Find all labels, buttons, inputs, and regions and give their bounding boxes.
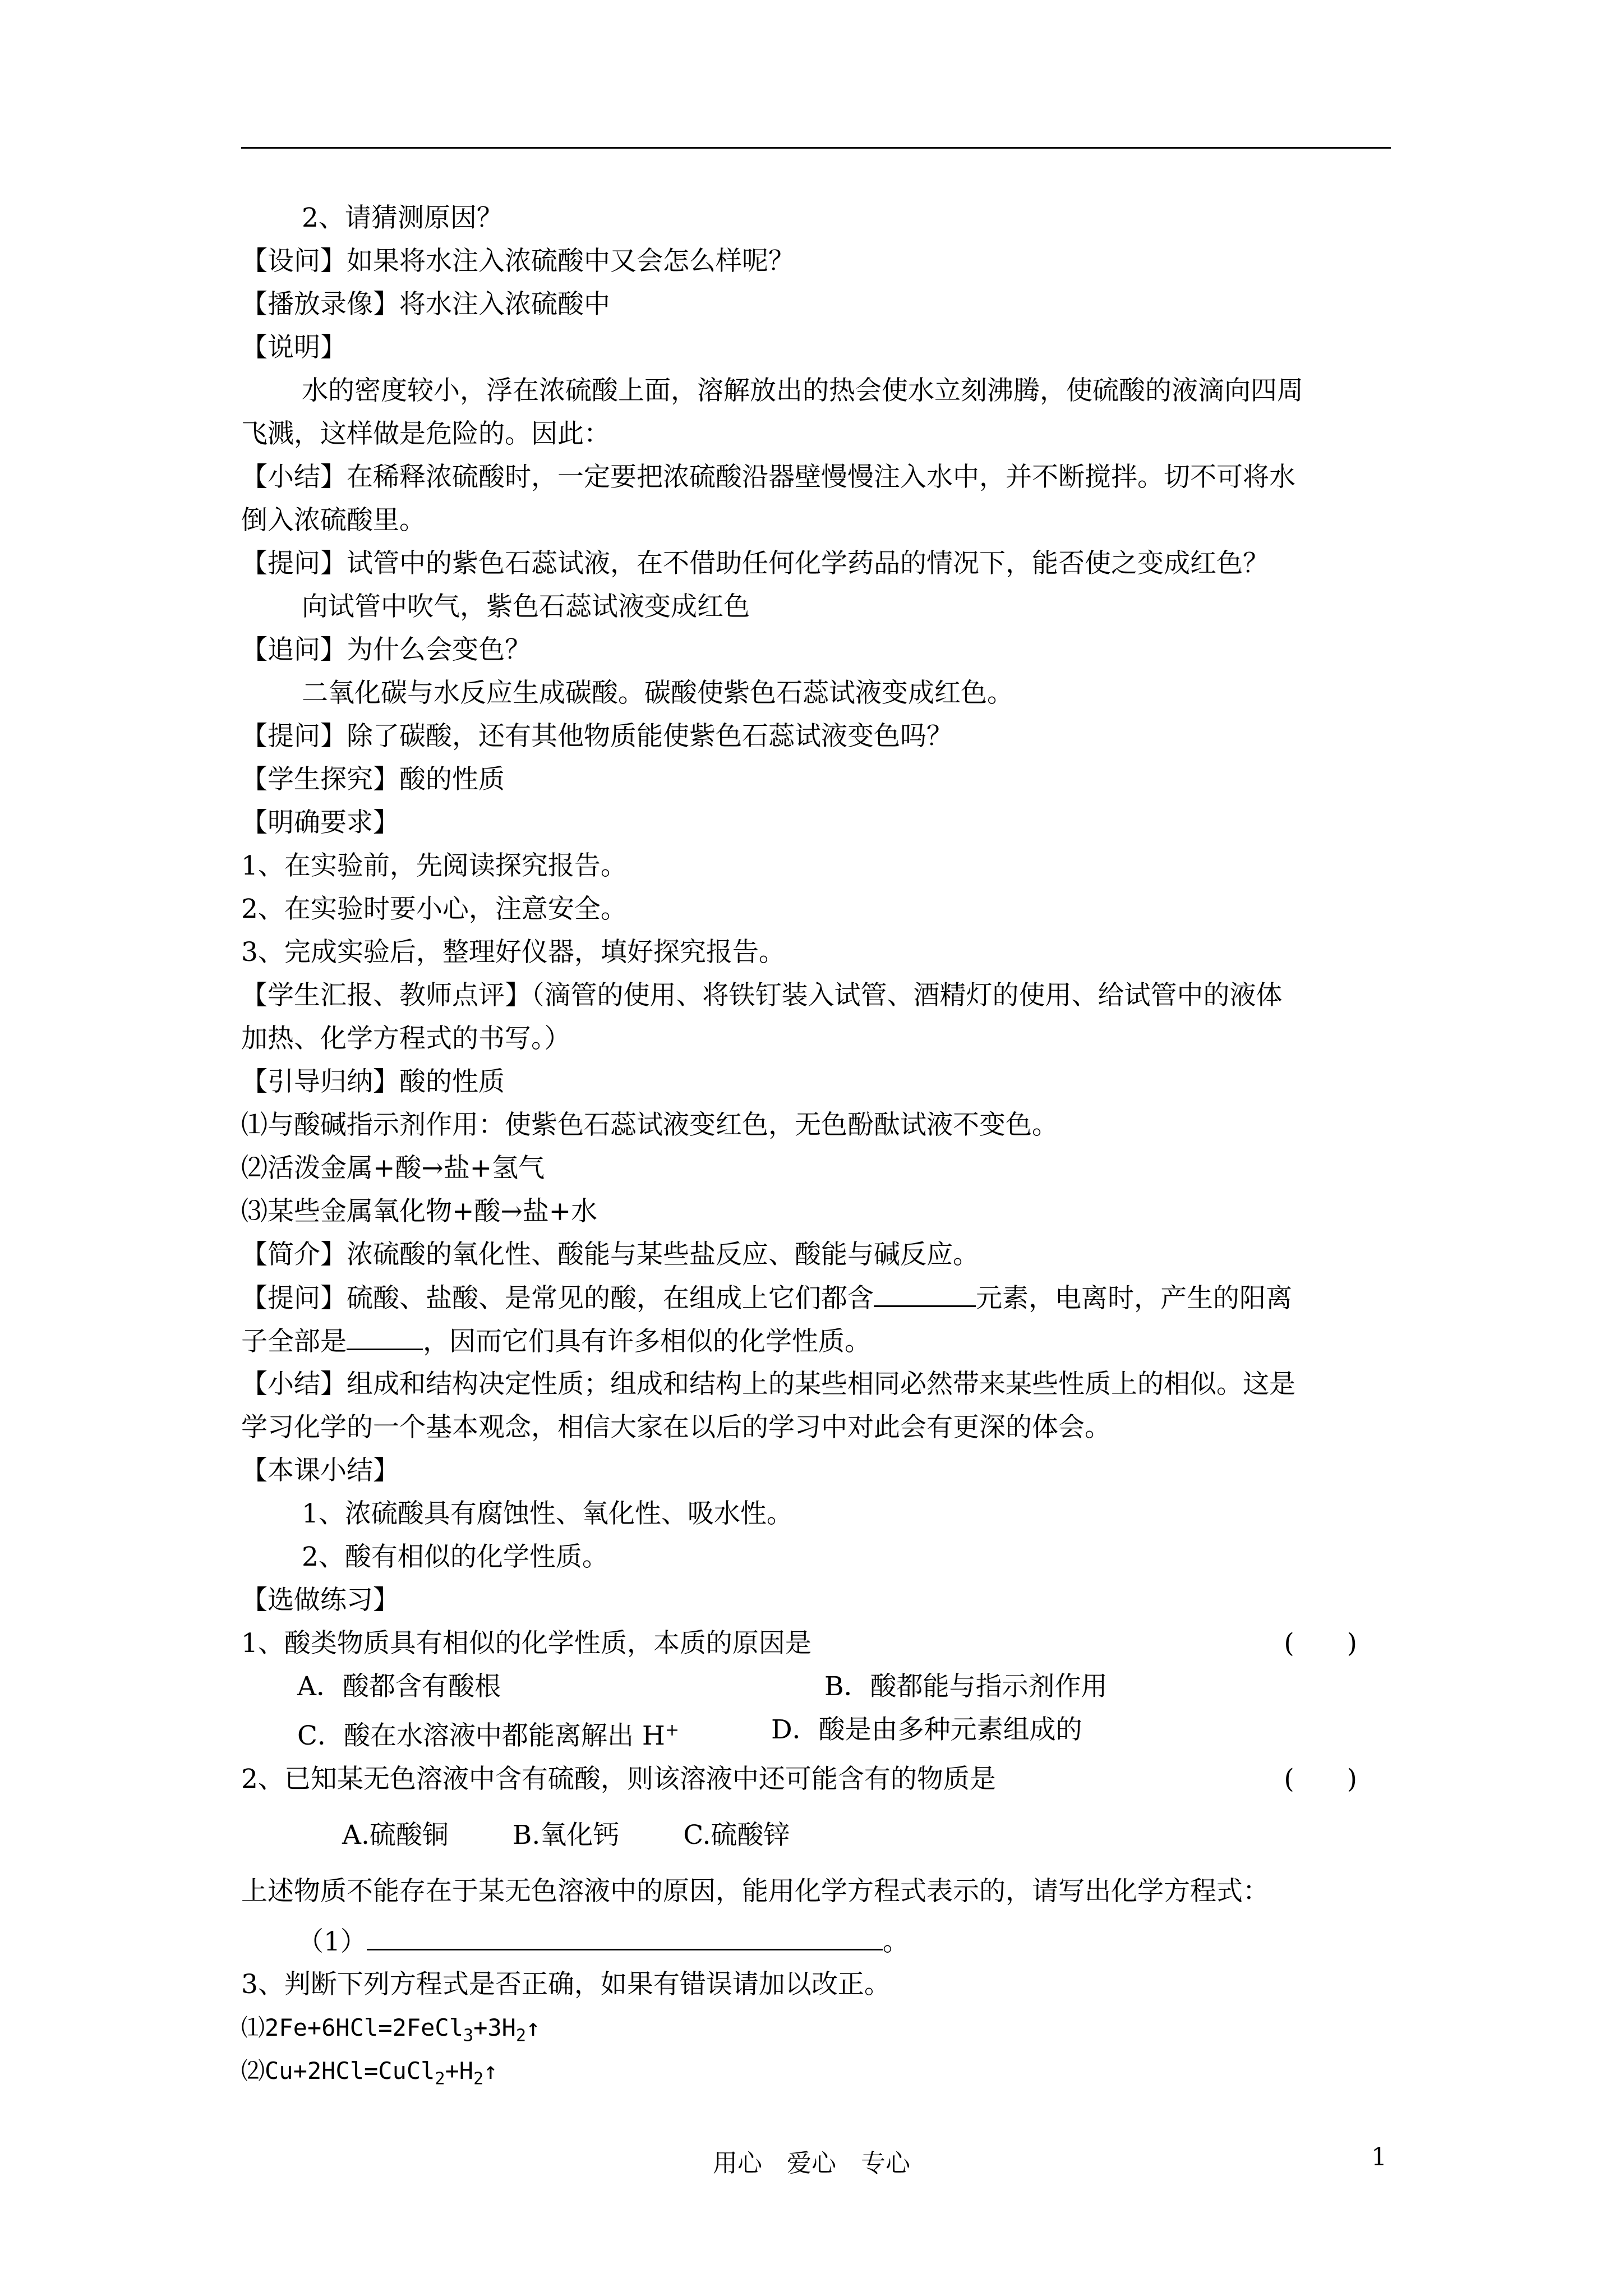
text-line: 【设问】如果将水注入浓硫酸中又会怎么样呢？	[241, 246, 795, 277]
text-line: 【学生探究】酸的性质	[241, 764, 505, 795]
text-line: 学习化学的一个基本观念，相信大家在以后的学习中对此会有更深的体会。	[241, 1412, 1111, 1443]
superscript: +	[665, 1720, 680, 1740]
text-line: 【本课小结】	[241, 1455, 399, 1486]
option-c[interactable]	[297, 1720, 679, 1751]
text-line: 【学生汇报、教师点评】（滴管的使用、将铁钉装入试管、酒精灯的使用、给试管中的液体	[241, 980, 1283, 1011]
header-rule	[241, 147, 1391, 149]
text-line: 上述物质不能存在于某无色溶液中的原因，能用化学方程式表示的，请写出化学方程式：	[241, 1876, 1269, 1907]
answer-paren: ( )	[1284, 1628, 1357, 1659]
text-line: 倒入浓硫酸里。	[241, 505, 426, 536]
text-line: 2、酸有相似的化学性质。	[302, 1542, 608, 1572]
question-2-stem	[241, 1751, 1391, 1807]
blank-end: 。	[882, 1926, 909, 1957]
equation-blank[interactable]	[367, 1920, 883, 1950]
fill-blank[interactable]	[874, 1276, 976, 1307]
gas-arrow: ↑	[483, 2057, 498, 2085]
fill-question-text: 子全部是	[241, 1326, 347, 1357]
question-3-stem: 3、判断下列方程式是否正确，如果有错误请加以改正。	[241, 1969, 891, 2000]
text-line: 【引导归纳】酸的性质	[241, 1066, 505, 1097]
text-line: 3、完成实验后，整理好仪器，填好探究报告。	[241, 937, 785, 968]
question-1-stem	[241, 1622, 1391, 1665]
text-line: 【提问】除了碳酸，还有其他物质能使紫色石蕊试液变色吗？	[241, 721, 953, 752]
option-b[interactable]: B．酸都能与指示剂作用	[824, 1671, 1108, 1702]
blank-label: （1）	[297, 1926, 367, 1957]
fill-question-text: ，因而它们具有许多相似的化学性质。	[423, 1326, 871, 1357]
answer-blank-line	[241, 1920, 1391, 1963]
text-line: ⑶某些金属氧化物+酸→盐+水	[241, 1196, 598, 1227]
equation-1	[241, 2006, 1391, 2049]
text-line: 【说明】	[241, 332, 347, 363]
text-line: 【小结】在稀释浓硫酸时，一定要把浓硫酸沿器壁慢慢注入水中，并不断搅拌。切不可将水	[241, 462, 1295, 493]
question-1-options-row	[241, 1708, 1391, 1751]
page-number: 1	[1371, 2143, 1387, 2171]
text-line: 【明确要求】	[241, 807, 399, 838]
option-b[interactable]: B.氧化钙	[512, 1820, 620, 1851]
text-line: 1、在实验前，先阅读探究报告。	[241, 850, 627, 881]
text-line: 【提问】试管中的紫色石蕊试液，在不借助任何化学药品的情况下，能否使之变成红色？	[241, 548, 1269, 579]
text-line: 水的密度较小，浮在浓硫酸上面，溶解放出的热会使水立刻沸腾，使硫酸的液滴向四周	[302, 375, 1303, 406]
text-line: 【播放录像】将水注入浓硫酸中	[241, 289, 610, 320]
answer-paren: ( )	[1284, 1764, 1357, 1795]
subscript: 2	[435, 2069, 445, 2089]
document-body	[241, 196, 1391, 2092]
question-text: 2、已知某无色溶液中含有硫酸，则该溶液中还可能含有的物质是	[241, 1764, 996, 1795]
text-line: 向试管中吹气，紫色石蕊试液变成红色	[302, 591, 750, 622]
footer-motto: 用心 爱心 专心	[713, 2149, 910, 2178]
text-line: 【简介】浓硫酸的氧化性、酸能与某些盐反应、酸能与碱反应。	[241, 1239, 979, 1270]
text-line: 加热、化学方程式的书写。）	[241, 1023, 571, 1054]
text-line: ⑴与酸碱指示剂作用：使紫色石蕊试液变红色，无色酚酞试液不变色。	[241, 1110, 1058, 1140]
gas-arrow: ↑	[526, 2014, 541, 2041]
fill-question-text: 【提问】硫酸、盐酸、是常见的酸，在组成上它们都含	[241, 1283, 874, 1314]
text-line: 【追问】为什么会变色？	[241, 634, 531, 665]
equation-2	[241, 2049, 1391, 2092]
text-line: 2、请猜测原因？	[302, 203, 503, 233]
fill-blank[interactable]	[347, 1319, 423, 1350]
subscript: 2	[473, 2069, 484, 2089]
eq-text: +3H	[473, 2014, 516, 2041]
text-line: 2、在实验时要小心，注意安全。	[241, 894, 627, 924]
option-d[interactable]: D．酸是由多种元素组成的	[771, 1714, 1082, 1745]
text-line: 飞溅，这样做是危险的。因此：	[241, 418, 610, 449]
eq-text: +H	[445, 2057, 474, 2085]
eq-text: ⑴2Fe+6HCl=2FeCl	[241, 2014, 464, 2041]
eq-text: ⑵Cu+2HCl=CuCl	[241, 2057, 435, 2085]
option-a[interactable]: A．酸都含有酸根	[297, 1671, 501, 1702]
subscript: 2	[515, 2026, 526, 2046]
text-line: 1、浓硫酸具有腐蚀性、氧化性、吸水性。	[302, 1498, 793, 1529]
text-line: 【选做练习】	[241, 1585, 399, 1616]
question-text: 1、酸类物质具有相似的化学性质，本质的原因是	[241, 1628, 811, 1659]
question-2-options-row	[241, 1807, 1391, 1864]
option-c[interactable]: C.硫酸锌	[683, 1820, 790, 1851]
option-a[interactable]: A.硫酸铜	[342, 1820, 449, 1851]
fill-question-line	[241, 1319, 1391, 1363]
subscript: 3	[463, 2026, 474, 2046]
question-1-options-row	[241, 1665, 1391, 1708]
text-line: 二氧化碳与水反应生成碳酸。碳酸使紫色石蕊试液变成红色。	[302, 678, 1013, 708]
fill-question-text: 元素，电离时，产生的阳离	[976, 1283, 1292, 1314]
fill-question-line	[241, 1276, 1391, 1319]
option-c-text: C．酸在水溶液中都能离解出 H	[297, 1720, 665, 1751]
text-line: ⑵活泼金属+酸→盐+氢气	[241, 1153, 545, 1184]
text-line: 【小结】组成和结构决定性质；组成和结构上的某些相同必然带来某些性质上的相似。这是	[241, 1369, 1295, 1400]
